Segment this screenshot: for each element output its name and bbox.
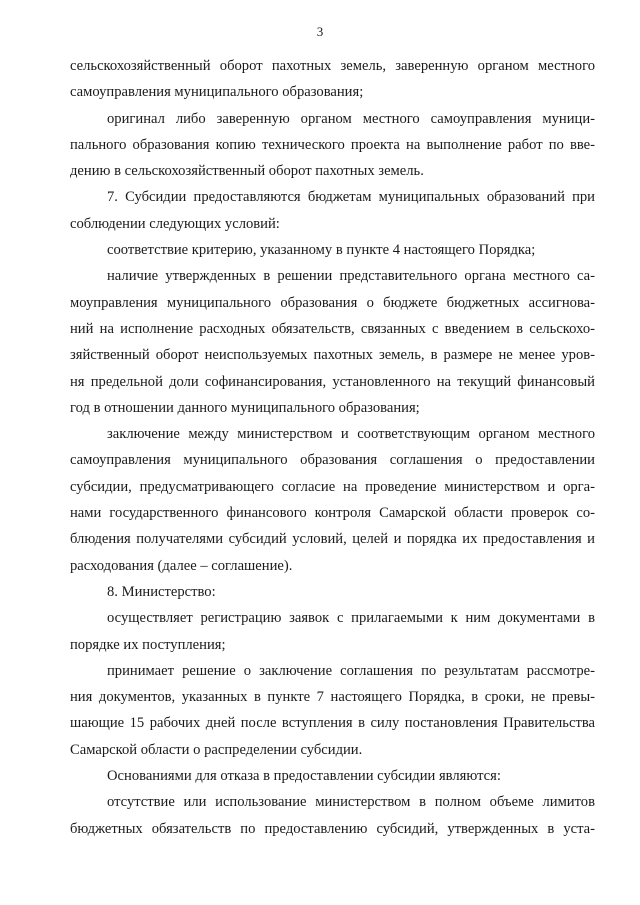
text-line: 7. Субсидии предоставляются бюджетам муниципальных образований при [107, 189, 595, 206]
text-line: расходования (далее – соглашение). [70, 557, 293, 574]
text-line: ния документов, указанных в пункте 7 настоящего Порядка, в сроки, не превы- [70, 689, 595, 706]
text-line: Самарской области о распределении субсидии. [70, 741, 363, 758]
text-line: шающие 15 рабочих дней после вступления в силу постановления Правительства [70, 715, 595, 732]
text-line: осуществляет регистрацию заявок с прилагаемыми к ним документами в [107, 610, 595, 627]
text-line: ня предельной доли софинансирования, установленного на текущий финансовый [70, 373, 595, 390]
document-body [70, 53, 595, 842]
text-line: соответствие критерию, указанному в пункте 4 настоящего Порядка; [107, 242, 536, 259]
text-line: ний на исполнение расходных обязательств, связанных с введением в сельскохо- [70, 320, 595, 337]
text-line: субсидии, предусматривающего согласие на проведение министерством и орга- [70, 478, 595, 495]
text-line: пального образования копию технического проекта на выполнение работ по вве- [70, 136, 595, 153]
text-line: самоуправления муниципального образования соглашения о предоставлении [70, 452, 595, 469]
text-line: 8. Министерство: [107, 583, 216, 600]
text-line: отсутствие или использование министерством в полном объеме лимитов [107, 794, 595, 811]
text-line: блюдения получателями субсидий условий, целей и порядка их предоставления и [70, 531, 595, 548]
text-line: нами государственного финансового контроля Самарской области проверок со- [70, 505, 595, 522]
text-line: соблюдении следующих условий: [70, 215, 280, 232]
text-line: бюджетных обязательств по предоставлению субсидий, утвержденных в уста- [70, 820, 595, 837]
page-number: 3 [316, 24, 324, 39]
text-line: зяйственный оборот неиспользуемых пахотных земель, в размере не менее уров- [70, 347, 595, 364]
text-line: порядке их поступления; [70, 636, 226, 653]
text-line: год в отношении данного муниципального образования; [70, 399, 420, 416]
text-line: сельскохозяйственный оборот пахотных земель, заверенную органом местного [70, 58, 595, 74]
text-line: оригинал либо заверенную органом местного самоуправления муници- [107, 110, 595, 127]
text-line: Основаниями для отказа в предоставлении субсидии являются: [107, 768, 501, 785]
text-line: заключение между министерством и соответствующим органом местного [107, 426, 595, 443]
text-line: принимает решение о заключение соглашения по результатам рассмотре- [107, 662, 595, 679]
text-line: дению в сельскохозяйственный оборот пахотных земель. [70, 163, 424, 180]
text-line: самоуправления муниципального образования; [70, 84, 364, 101]
text-line: моуправления муниципального образования о бюджете бюджетных ассигнова- [70, 294, 595, 311]
text-line: наличие утвержденных в решении представительного органа местного са- [107, 268, 595, 285]
